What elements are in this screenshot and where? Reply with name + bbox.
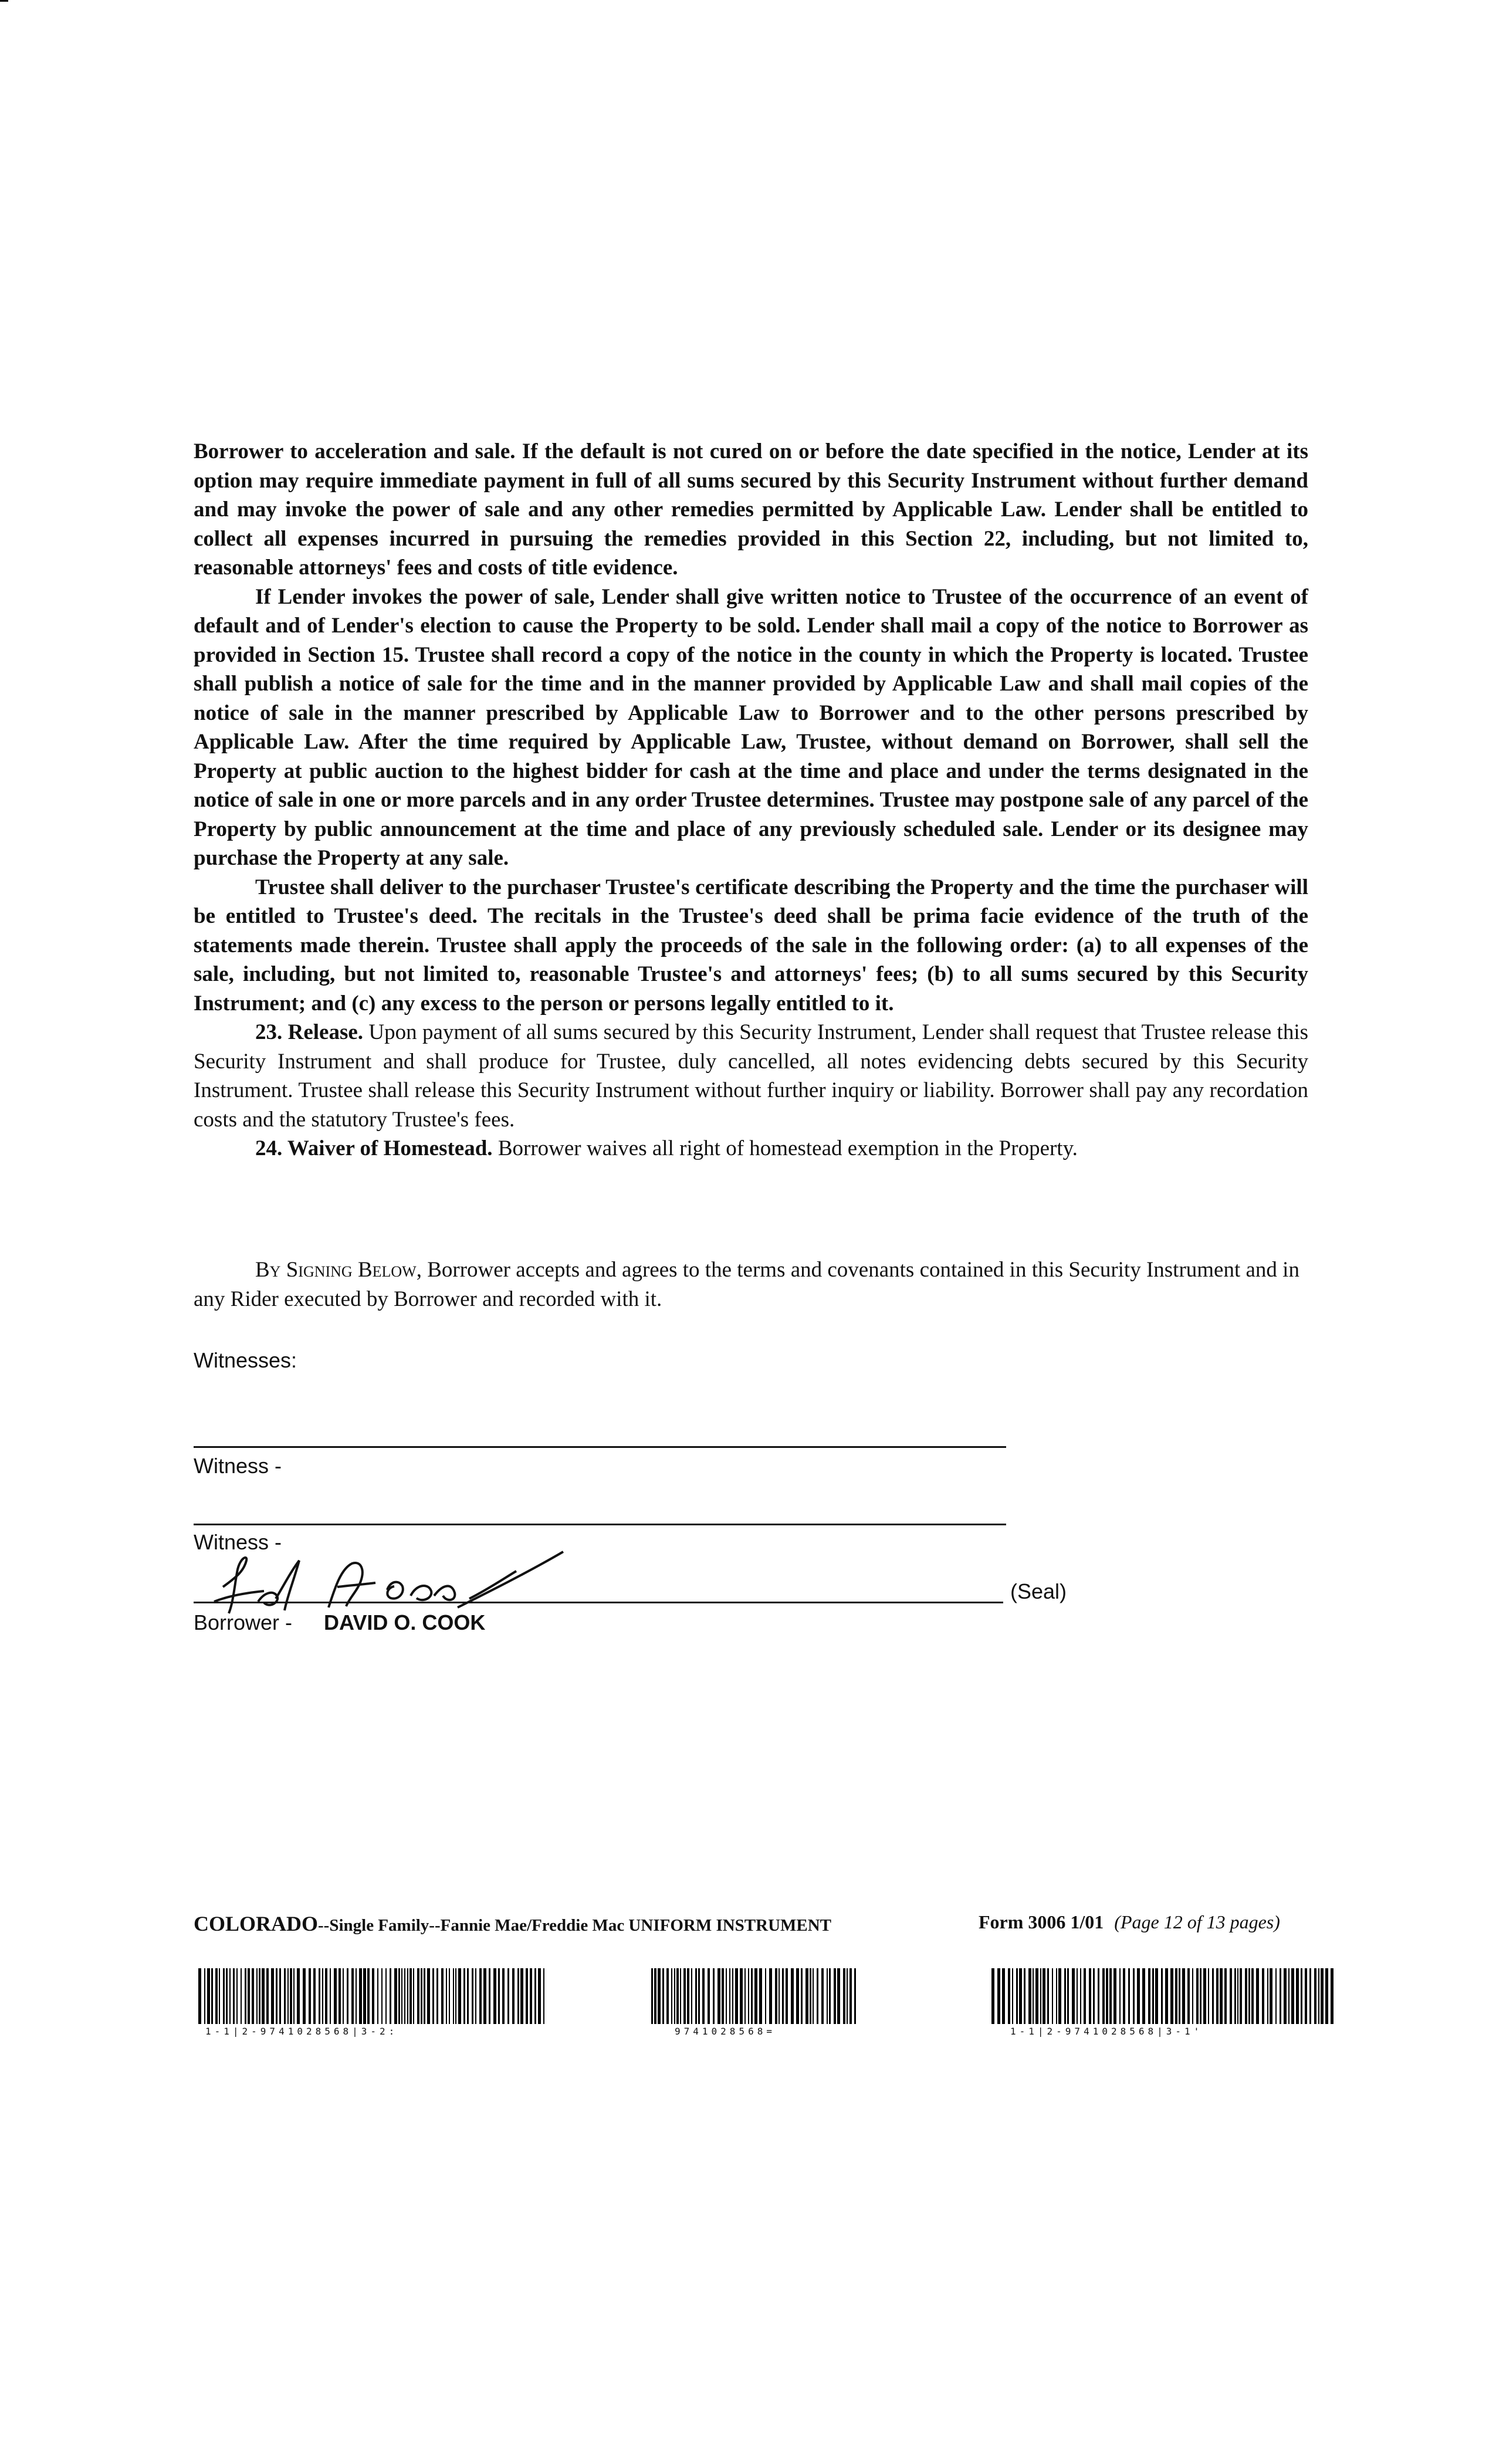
barcode-bar [735,1968,738,2024]
barcode-bar [695,1968,697,2024]
barcode-bar [356,1968,357,2024]
barcode-bar [483,1968,486,2024]
barcode-bar [1128,1968,1130,2024]
barcode-bar [322,1968,323,2024]
barcode-bar [722,1968,724,2024]
barcode-bar [517,1968,519,2024]
barcode-bar [219,1968,220,2024]
barcode-bar [810,1968,811,2024]
barcode-bar [455,1968,456,2024]
barcode-bar [1175,1968,1177,2024]
witness2-line [194,1524,1006,1525]
barcode-bar [759,1968,762,2024]
barcode-bar [1064,1968,1066,2024]
barcode-bar [729,1968,730,2024]
barcode-bar [1296,1968,1299,2024]
witness1-label: Witness - [194,1454,282,1478]
barcode-bar [325,1968,327,2024]
barcode-bar [1305,1968,1307,2024]
barcode-bar [834,1968,836,2024]
barcode-bar [367,1968,370,2024]
section24-heading: 24. Waiver of Homestead. [255,1136,493,1160]
barcode-bar [1200,1968,1201,2024]
barcode-bar [997,1968,1000,2024]
barcode-bar [1019,1968,1022,2024]
barcode-bar [259,1968,260,2024]
barcode-bar [1280,1968,1281,2024]
barcode-bar [769,1968,772,2024]
barcode-bar [1024,1968,1025,2024]
footer-form: Form 3006 1/01 [979,1911,1104,1932]
barcode-bar [351,1968,354,2024]
footer-state: COLORADO [194,1912,319,1935]
barcode-bar [432,1968,434,2024]
barcode-bar [256,1968,258,2024]
barcode-right [991,1968,1336,2024]
barcode-bar [1309,1968,1311,2024]
barcode-bar [1089,1968,1091,2024]
barcode-bar [1080,1968,1081,2024]
barcode-bar [489,1968,490,2024]
barcode-bar [381,1968,383,2024]
barcode-bar [1196,1968,1199,2024]
barcode-bar [748,1968,749,2024]
barcode-bar [708,1968,710,2024]
barcode-bar [424,1968,425,2024]
barcode-bar [204,1968,205,2024]
barcode-bar [829,1968,831,2024]
barcode-bar [287,1968,289,2024]
barcode-bar [498,1968,500,2024]
barcode-bar [849,1968,852,2024]
barcode-bar [343,1968,344,2024]
barcode-bar [1058,1968,1061,2024]
barcode-bar [1291,1968,1294,2024]
barcode-bar [472,1968,473,2024]
barcode-bar [775,1968,777,2024]
barcode-bar [1052,1968,1053,2024]
barcode-bar [801,1968,803,2024]
barcode-bar [262,1968,265,2024]
barcode-bar [674,1968,675,2024]
barcode-bar [1002,1968,1005,2024]
barcode-bar [1288,1968,1289,2024]
barcode-bar [1077,1968,1078,2024]
barcode-bar [266,1968,269,2024]
barcode-middle [651,1968,857,2024]
barcode-bar [1220,1968,1223,2024]
barcode-bar [385,1968,387,2024]
barcode-bar [458,1968,461,2024]
barcode-bar [394,1968,397,2024]
barcode-bar [847,1968,848,2024]
barcode-bar [330,1968,331,2024]
barcode-bar [363,1968,366,2024]
barcode-bar [1208,1968,1209,2024]
barcode-bar [854,1968,856,2024]
barcode-bar [241,1968,242,2024]
scan-mark [0,0,8,2]
barcode-bar [407,1968,408,2024]
barcode-bar [687,1968,689,2024]
barcode-bar [658,1968,661,2024]
barcode-bar [732,1968,733,2024]
barcode-bar [1084,1968,1086,2024]
barcode-bar [279,1968,281,2024]
legal-text [194,437,1308,1163]
section24-text: Borrower waives all right of homestead exemption in the Property. [497,1136,1078,1160]
barcode-bar [404,1968,405,2024]
barcode-bar [726,1968,727,2024]
barcode-bar [520,1968,523,2024]
barcode-bar [493,1968,496,2024]
barcode-bar [1035,1968,1038,2024]
barcode-bar [309,1968,311,2024]
barcode-bar [543,1968,544,2024]
barcode-bar [449,1968,450,2024]
barcode-bar [827,1968,828,2024]
barcode-bar [1040,1968,1041,2024]
section23-text: Upon payment of all sums secured by this Security Instrument, Lender shall request that Trustee release this Security Instrument and shall produce for Trustee, duly cancelled, all notes evidencing debts secured by this Security Instrument. Trustee shall release this Security Instrument without further inquiry or liability. Borrower shall pay any recordation costs and the statutory Trustee's fees. [194,1020,1308,1132]
barcode-bar [1012,1968,1013,2024]
borrower-name: DAVID O. COOK [324,1610,486,1634]
barcode-bar [702,1968,705,2024]
footer-instrument [194,1911,831,1936]
barcode-bar [805,1968,808,2024]
barcode-bar [1056,1968,1057,2024]
signing-text: Borrower accepts and agrees to the terms and covenants contained in this Security Instrument and in any Rider executed by Borrower and recorded with it. [194,1258,1299,1311]
barcode-bar [475,1968,476,2024]
barcode-bar [303,1968,306,2024]
barcode-bar [1182,1968,1185,2024]
barcode-bar [676,1968,679,2024]
barcode-bar [1203,1968,1206,2024]
barcode-bar [479,1968,482,2024]
barcode-bar [821,1968,824,2024]
barcode-bar [1325,1968,1328,2024]
barcode-bar [215,1968,218,2024]
barcode-bar [1165,1968,1168,2024]
barcode-bar [813,1968,814,2024]
barcode-bar [1093,1968,1095,2024]
barcode-bar [1008,1968,1010,2024]
barcode-bar [507,1968,509,2024]
barcode-bar [248,1968,250,2024]
barcode-bar [1133,1968,1135,2024]
barcode-bar [796,1968,799,2024]
barcode-bar [1192,1968,1193,2024]
barcode-bar [372,1968,374,2024]
barcode-bar [1237,1968,1238,2024]
barcode-bar [1275,1968,1277,2024]
barcode-bar [1137,1968,1140,2024]
barcode-bar [751,1968,753,2024]
barcode-bar [1119,1968,1121,2024]
barcode-bar [236,1968,238,2024]
barcode-bar [390,1968,391,2024]
barcode-bar [1067,1968,1069,2024]
barcode-bar [1321,1968,1324,2024]
barcode-bar [453,1968,454,2024]
barcode-bar [198,1968,201,2024]
barcode-bar [413,1968,414,2024]
barcode-bar [1216,1968,1219,2024]
barcode-bar [1155,1968,1158,2024]
barcode-bar [744,1968,746,2024]
barcode-bar [226,1968,228,2024]
barcode-bar [1256,1968,1259,2024]
barcode-bar [1109,1968,1112,2024]
barcode-bar [245,1968,246,2024]
barcode-bar [691,1968,692,2024]
barcode-bar [313,1968,316,2024]
barcode-bar [467,1968,469,2024]
footer-form-info [979,1911,1280,1933]
barcode-bar [1106,1968,1108,2024]
barcode-bar [271,1968,274,2024]
barcode-bar [339,1968,341,2024]
barcode-bar [297,1968,300,2024]
barcode-left-text: 1-1|2-9741028568|3-2: [205,2026,398,2037]
barcode-bar [1016,1968,1018,2024]
barcode-bar [671,1968,672,2024]
barcode-bar [1314,1968,1316,2024]
barcode-bar [837,1968,840,2024]
barcode-bar [1224,1968,1227,2024]
barcode-bar [683,1968,686,2024]
barcode-bar [502,1968,505,2024]
barcode-right-text: 1-1|2-9741028568|3-1' [1010,2026,1203,2037]
barcode-bar [1234,1968,1236,2024]
barcode-bar [717,1968,720,2024]
section22-paragraph-1: Borrower to acceleration and sale. If the default is not cured on or before the date specified in the notice, Lender at its option may require immediate payment in full of all sums secured by this Security Instrument without further demand and may invoke the power of sale and any other remedies permitted by Applicable Law. Lender shall be entitled to collect all expenses incurred in pursuing the remedies provided in this Section 22, including, but not limited to, reasonable attorneys' fees and costs of title evidence. [194,439,1308,580]
barcode-bar [1142,1968,1145,2024]
borrower-signature-line [194,1602,1003,1603]
barcode-bar [1098,1968,1099,2024]
section23-heading: 23. Release. [255,1020,364,1044]
barcode-bar [1170,1968,1173,2024]
barcode-bar [1179,1968,1180,2024]
barcode-bar [1113,1968,1116,2024]
barcode-bar [398,1968,400,2024]
barcode-bar [427,1968,430,2024]
barcode-bar [1230,1968,1232,2024]
seal-label: (Seal) [1010,1579,1067,1603]
barcode-bar [421,1968,422,2024]
barcode-bar [817,1968,818,2024]
barcode-bar [1240,1968,1242,2024]
barcode-bar [534,1968,536,2024]
barcode-bar [211,1968,213,2024]
barcode-bar [1251,1968,1254,2024]
barcode-bar [843,1968,845,2024]
barcode-bar [666,1968,669,2024]
barcode-bar [290,1968,292,2024]
footer-description: --Single Family--Fannie Mae/Freddie Mac UNIFORM INSTRUMENT [318,1916,832,1935]
barcode-bar [233,1968,235,2024]
barcode-bar [740,1968,743,2024]
barcode-bar [782,1968,784,2024]
barcode-bar [1270,1968,1272,2024]
barcode-bar [1028,1968,1031,2024]
barcode-bar [765,1968,766,2024]
barcode-bar [1262,1968,1264,2024]
barcode-bar [1161,1968,1163,2024]
barcode-bar [441,1968,444,2024]
barcode-bar [319,1968,320,2024]
barcode-bar [207,1968,210,2024]
barcode-bar [512,1968,515,2024]
barcode-bar [293,1968,295,2024]
barcode-bar [698,1968,700,2024]
barcode-bar [1043,1968,1045,2024]
barcode-bar [1301,1968,1302,2024]
barcode-bar [463,1968,465,2024]
barcode-bar [713,1968,715,2024]
barcode-bar [284,1968,286,2024]
barcode-bar [1318,1968,1319,2024]
barcode-bar [1033,1968,1034,2024]
barcode-bar [1267,1968,1268,2024]
barcode-bar [334,1968,337,2024]
barcode-bar [530,1968,532,2024]
barcode-bar [1187,1968,1190,2024]
barcode-bar [654,1968,656,2024]
barcode-bar [1072,1968,1075,2024]
signing-lead: By Signing Below, [255,1258,422,1282]
barcode-bar [786,1968,788,2024]
footer-page: (Page 12 of 13 pages) [1114,1911,1280,1932]
barcode-bar [1047,1968,1049,2024]
barcode-bar [791,1968,794,2024]
barcode-bar [991,1968,994,2024]
witnesses-label: Witnesses: [194,1348,297,1372]
witness2-label: Witness - [194,1530,282,1554]
barcode-bar [377,1968,378,2024]
barcode-left [198,1968,544,2024]
barcode-bar [680,1968,681,2024]
barcode-bar [526,1968,528,2024]
barcode-bar [1152,1968,1154,2024]
barcode-bar [409,1968,412,2024]
barcode-bar [417,1968,419,2024]
section22-paragraph-3: Trustee shall deliver to the purchaser Trustee's certificate describing the Property and the time the purchaser will be entitled to Trustee's deed. The recitals in the Trustee's deed shall be prima facie evidence of the truth of the statements made therein. Trustee shall apply the proceeds of the sale in the following order: (a) to all expenses of the sale, including, but not limited to, reasonable Trustee's and attorneys' fees; (b) to all sums secured by this Security Instrument; and (c) any excess to the person or persons legally entitled to it. [194,875,1308,1016]
barcode-bar [1212,1968,1214,2024]
barcode-bar [436,1968,438,2024]
barcode-bar [446,1968,447,2024]
barcode-middle-text: 9741028568= [675,2026,776,2037]
witness1-line [194,1446,1006,1448]
barcode-bar [1148,1968,1150,2024]
barcode-bar [401,1968,402,2024]
barcode-bar [276,1968,277,2024]
barcode-bar [1102,1968,1105,2024]
barcode-bar [1284,1968,1287,2024]
signing-statement [194,1255,1308,1314]
section22-paragraph-2: If Lender invokes the power of sale, Lender shall give written notice to Trustee of the occurrence of an event of default and of Lender's election to cause the Property to be sold. Lender shall mail a copy of the notice to Borrower as provided in Section 15. Trustee shall record a copy of the notice in the county in which the Property is located. Trustee shall publish a notice of sale for the time and in the manner provided by Applicable Law and shall mail copies of the notice of sale in the manner prescribed by Applicable Law to Borrower and to the other persons prescribed by Applicable Law. After the time required by Applicable Law, Trustee, without demand on Borrower, shall sell the Property at public auction to the highest bidder for cash at the time and place and under the terms designated in the notice of sale in one or more parcels and in any order Trustee determines. Trustee may postpone sale of any parcel of the Property by public announcement at the time and place of any previously scheduled sale. Lender or its designee may purchase the Property at any sale. [194,584,1308,870]
barcode-bar [1123,1968,1125,2024]
barcode-bar [223,1968,225,2024]
section23-paragraph [194,1018,1308,1134]
barcode-bar [359,1968,362,2024]
barcode-bar [1331,1968,1333,2024]
barcode-bar [662,1968,664,2024]
borrower-label: Borrower - [194,1610,293,1634]
barcode-bar [252,1968,254,2024]
barcode-bar [754,1968,757,2024]
barcode-bar [347,1968,348,2024]
barcode-bar [651,1968,653,2024]
barcode-bar [538,1968,541,2024]
barcode-bar [1245,1968,1247,2024]
section24-paragraph [194,1134,1308,1163]
barcode-bar [779,1968,780,2024]
barcode-bar [229,1968,231,2024]
barcode-bar [1248,1968,1250,2024]
